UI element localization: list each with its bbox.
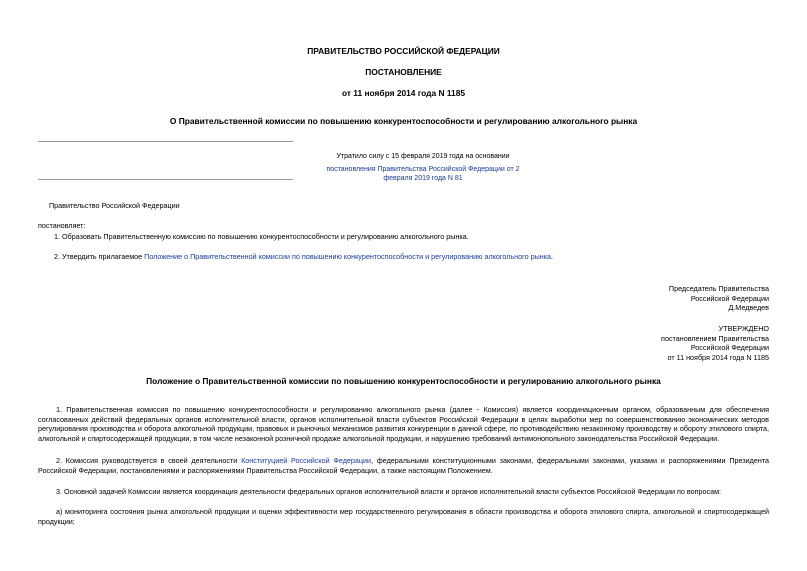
item-2 — [54, 252, 553, 262]
signature-line-3: Д.Медведев — [728, 303, 769, 313]
divider-top — [38, 141, 293, 142]
doc-type-heading: ПОСТАНОВЛЕНИЕ — [365, 67, 442, 77]
approval-line-4: от 11 ноября 2014 года N 1185 — [667, 353, 769, 363]
regulation-link[interactable]: Положение о Правительственной комиссии по повышению конкурентоспособности и регулированию алкогольного рынка — [144, 252, 552, 261]
resolves-text: постановляет: — [38, 221, 86, 230]
approval-block — [569, 324, 769, 363]
date-number-heading: от 11 ноября 2014 года N 1185 — [341, 88, 466, 98]
status-note-link[interactable]: постановления Правительства Российской Федерации от 2 февраля 2019 года N 81 — [326, 166, 520, 183]
signature-line-2: Российской Федерации — [690, 293, 769, 303]
divider-bottom — [38, 179, 293, 180]
approval-line-2: постановлением Правительства — [661, 333, 769, 343]
approval-line-1: УТВЕРЖДЕНО — [718, 324, 769, 333]
document-title: О Правительственной комиссии по повышению конкурентоспособности и регулированию алкогольного рынка — [169, 116, 638, 126]
signature-block — [569, 284, 769, 313]
regulation-paragraph-4: а) мониторинга состояния рынка алкогольной продукции и оценки эффективности мер государственного регулирования в области производства и оборота этилового спирта, алкогольной и спиртосодержащей продукции; — [38, 507, 769, 526]
status-note-text: Утратило силу с 15 февраля 2019 года на основании — [336, 153, 510, 160]
paragraph-2-suffix: , федеральными конституционными законами, федеральными законами, указами и распоряжениями Президента Российской Федерации, постановлениями и распоряжениями Правительства Российской Федерации, а также настоящим Положением. — [38, 456, 769, 475]
item-2-suffix: . — [551, 252, 554, 261]
signature-line-1: Председатель Правительства — [668, 284, 769, 293]
regulation-paragraph-2 — [38, 456, 769, 475]
item-1: 1. Образовать Правительственную комиссию по повышению конкурентоспособности и регулированию алкогольного рынка. — [54, 232, 469, 241]
constitution-link[interactable]: Конституцией Российской Федерации — [241, 456, 372, 465]
regulation-paragraph-1: 1. Правительственная комиссия по повышению конкурентоспособности и регулированию алкогольного рынка (далее - Комиссия) является координационным органом, образованным для обеспечения согласованных действий федеральных органов исполнительной власти, органов исполнительной власти субъектов Российской Федерации в целях выработки мер по совершенствованию экономических методов регулирования производства и оборота алкогольной продукции, правовых и рыночных механизмов развития конкуренции в данной сфере, по противодействию незаконному производству и обороту этилового спирта, алкогольной и спиртосодержащей продукции, в том числе незаконной розничной продаже алкогольной продукции, и нарушению требований антимонопольного законодательства Российской Федерации. — [38, 405, 769, 443]
paragraph-2-prefix: 2. Комиссия руководствуется в своей деятельности — [56, 456, 242, 465]
approval-line-3: Российской Федерации — [690, 343, 769, 353]
regulation-title: Положение о Правительственной комиссии по повышению конкурентоспособности и регулированию алкогольного рынка — [146, 376, 661, 386]
intro-text: Правительство Российской Федерации — [49, 201, 180, 210]
document-page — [38, 0, 769, 571]
government-heading: ПРАВИТЕЛЬСТВО РОССИЙСКОЙ ФЕДЕРАЦИИ — [307, 46, 500, 56]
item-2-prefix: 2. Утвердить прилагаемое — [54, 252, 145, 261]
regulation-paragraph-3: 3. Основной задачей Комиссии является координация деятельности федеральных органов исполнительной власти и органов исполнительной власти субъектов Российской Федерации по вопросам: — [56, 487, 722, 496]
